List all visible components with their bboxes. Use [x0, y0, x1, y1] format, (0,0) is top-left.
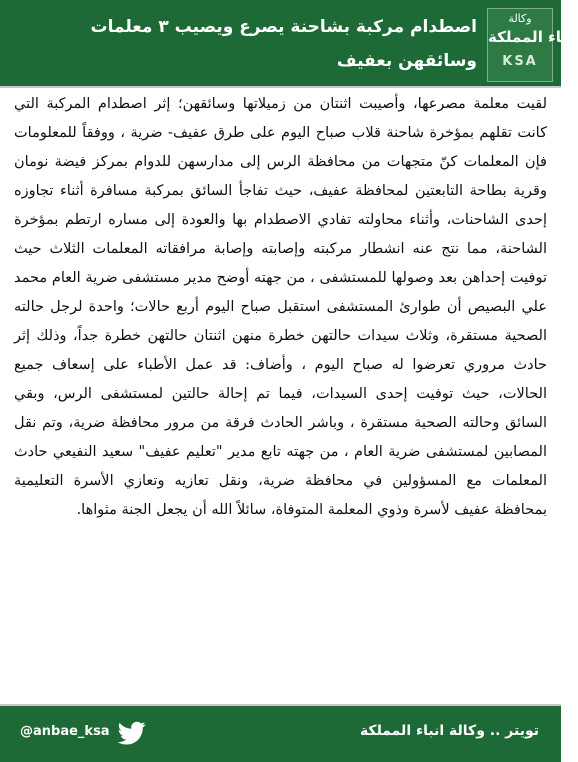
- agency-logo: [487, 8, 578, 82]
- twitter-handle[interactable]: @anbae_ksa: [20, 724, 110, 739]
- logo-top-text: وكالة: [508, 12, 532, 25]
- footer-bar: [0, 704, 561, 762]
- header-bar: [0, 0, 578, 88]
- logo-name: انباء المملكة: [488, 28, 578, 46]
- logo-abbr: KSA: [502, 54, 538, 69]
- headline: اصطدام مركبة بشاحنة يصرع ويصيب ٣ معلمات وسائقهن بعفيف: [90, 17, 477, 71]
- article-body: [14, 90, 547, 698]
- twitter-bird-icon: [117, 719, 147, 747]
- footer-label: تويتر .. وكالة انباء المملكة: [359, 723, 539, 739]
- article-paragraph: لقيت معلمة مصرعها، وأصيبت اثنتان من زميلاتها وسائقهن؛ إثر اصطدام المركبة التي كانت تقلهم بمؤخرة شاحنة قلاب صباح اليوم على طرق عفيف- ضرية ، ووفقاً للمعلومات فإن المعلمات كنّ متجهات من محافظة الرس إلى مدارسهن للدوام بمركز فيضة نومان وقرية بطاحة التابعتين لمحافظة عفيف، حيث تفاجأ السائق بمركبة مسافرة أثناء تجاوزه إحدى الشاحنات، وأثناء محاولته تفادي الاصطدام بها والعودة إلى مساره ارتطم بمؤخرة الشاحنة، مما نتج عنه انشطار مركبته وإصابته وإصابة مرافقاته المعلمات الثلاث حيث توفيت إحداهن بعد وصولها للمستشفى ، من جهته أوضح مدير مستشفى ضرية العام محمد علي البصيص أن طوارئ المستشفى استقبل صباح اليوم أربع حالات؛ واحدة لرجل حالته الصحية مستقرة، وثلاث سيدات حالتهن خطرة منهن اثنتان حالتهن خطرة جداً، وذلك إثر حادث مروري تعرضوا له صباح اليوم ، وأضاف: قد عمل الأطباء على إسعاف جميع الحالات، حيث توفيت إحدى السيدات، فيما تم إحالة حالتين لمستشفى الرس، وبقي السائق وحالته الصحية مستقرة ، وباشر الحادث فرقة من مرور محافظة ضرية، وتم نقل المصابين لمستشفى ضرية العام ، من جهته تابع مدير "تعليم عفيف" سعيد النفيعي حادث المعلمات مع المسؤولين في محافظة ضرية، ونقل تعازيه وتعازي الأسرة التعليمية بمحافظة عفيف لأسرة وذوي المعلمة المتوفاة، سائلاً الله أن يجعل الجنة مثواها.: [14, 96, 547, 518]
